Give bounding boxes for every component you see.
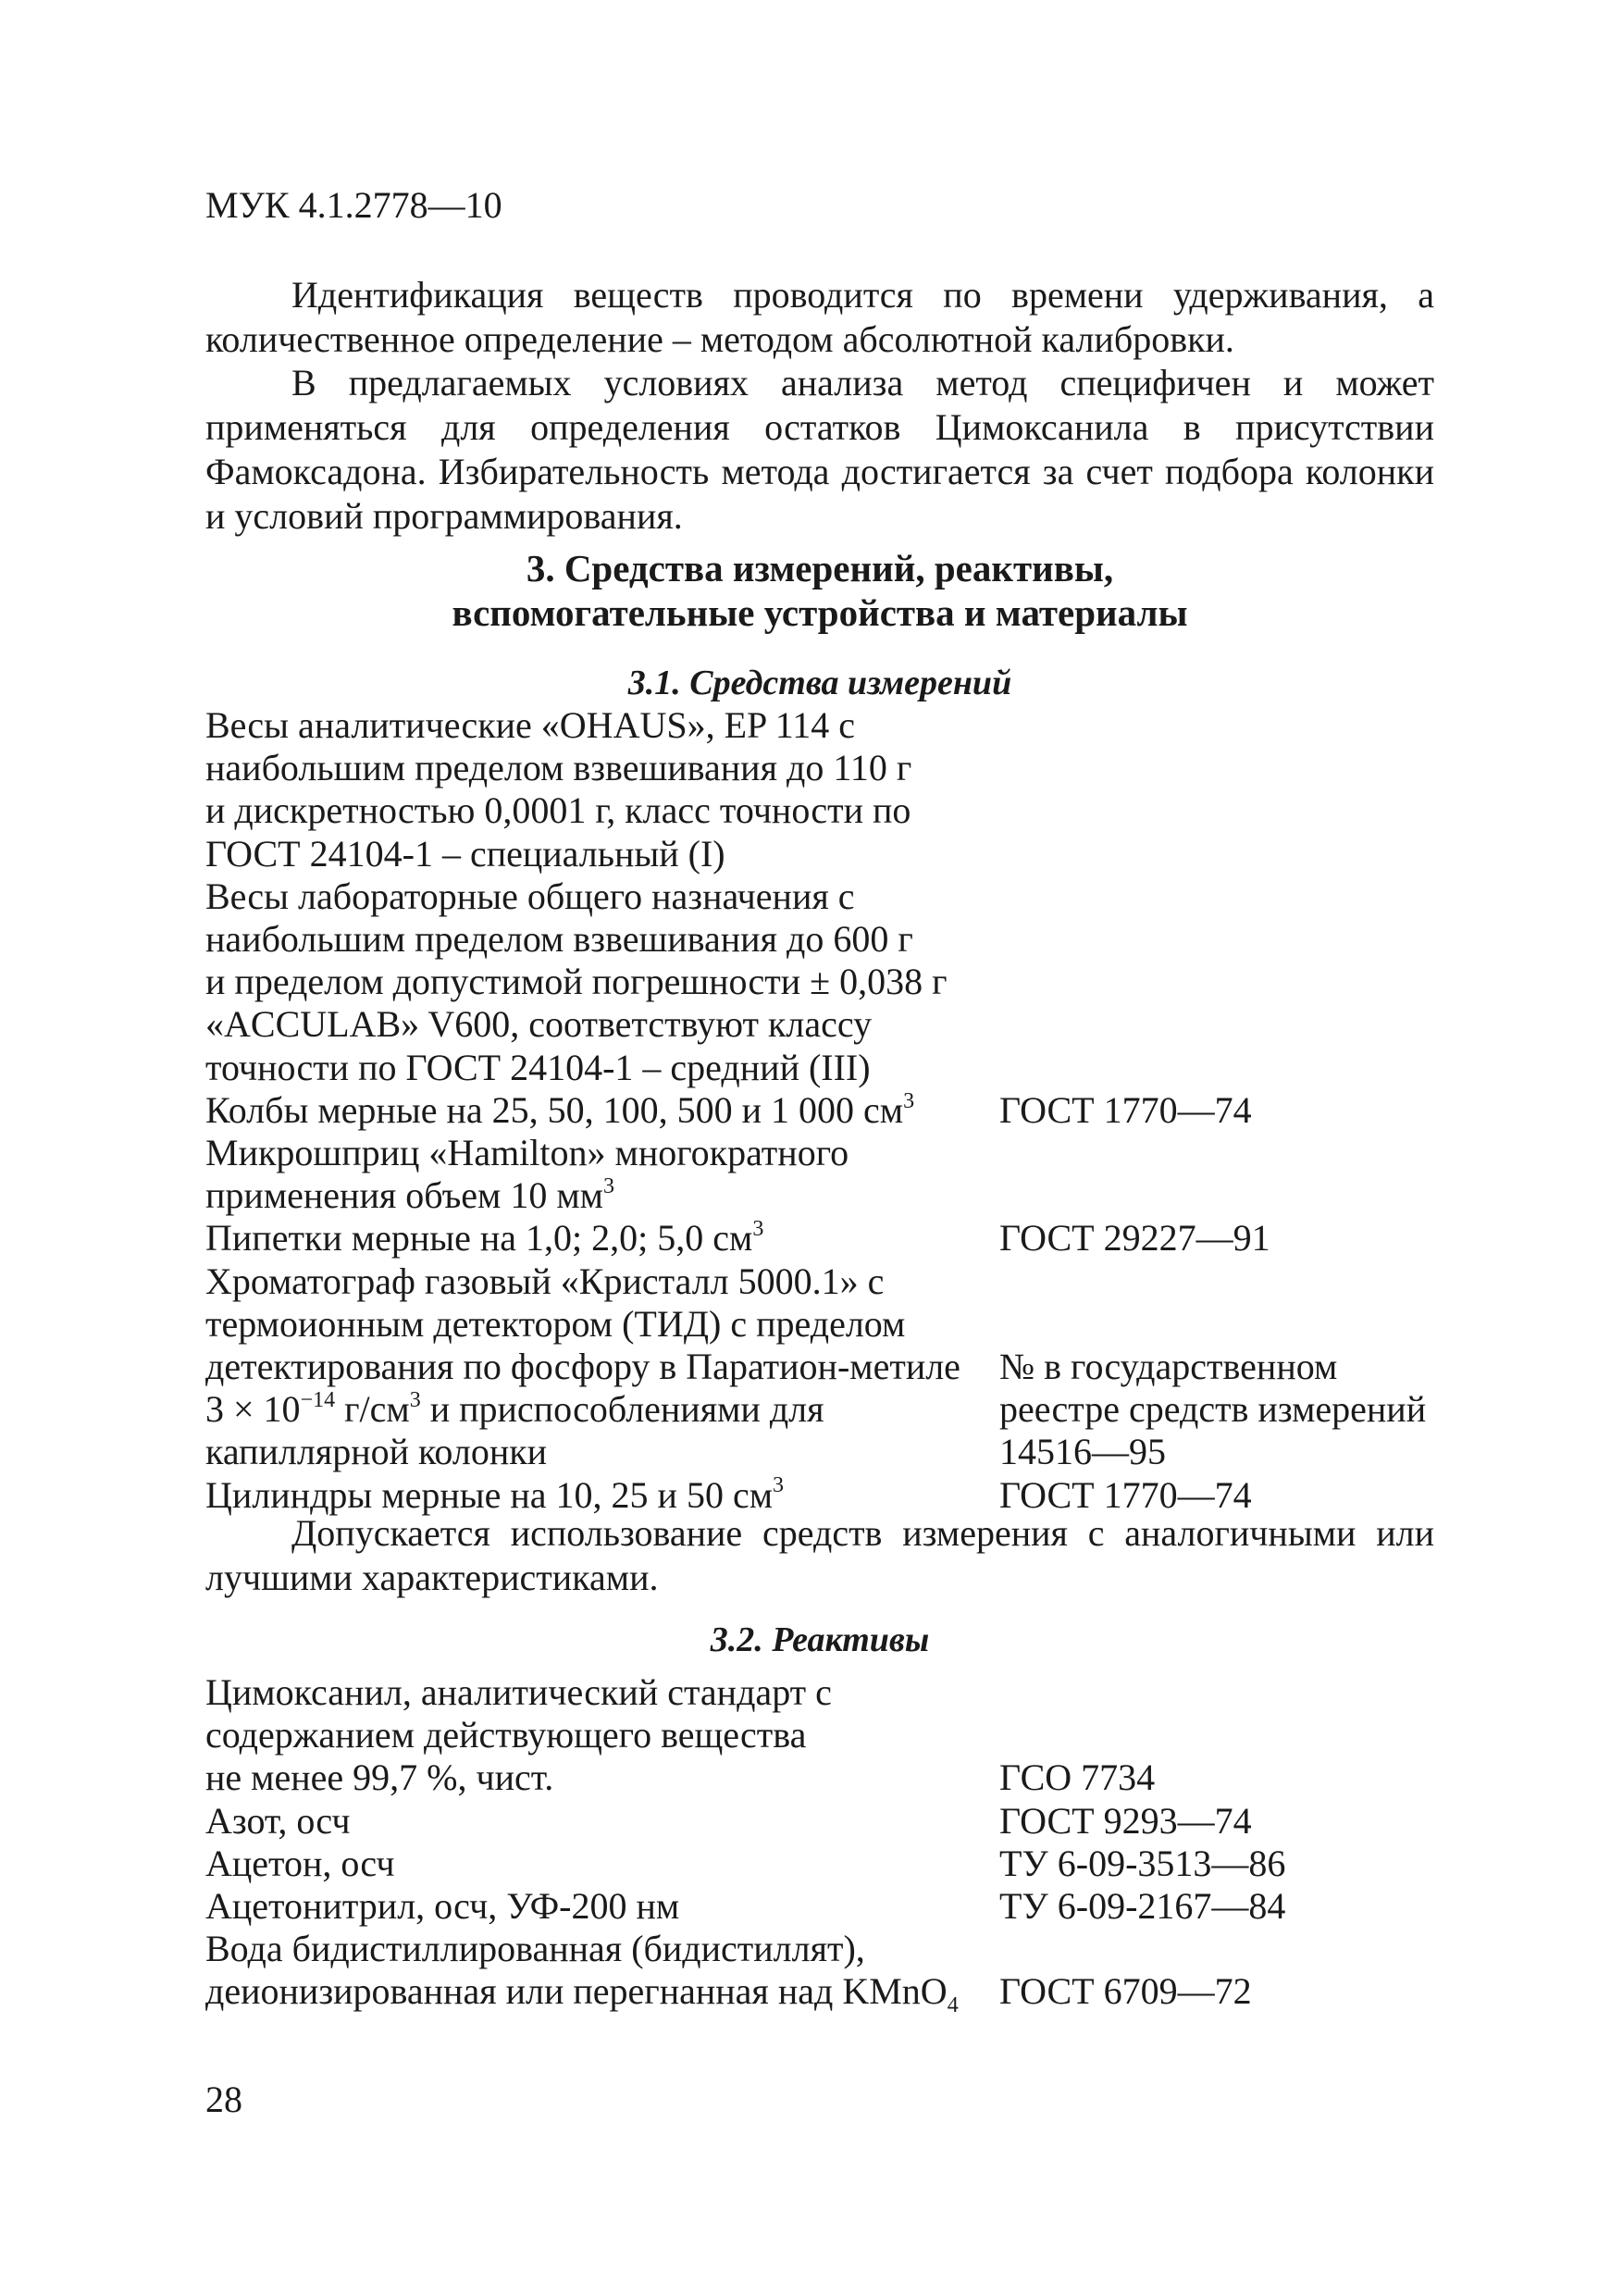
subsection-3-2-title: 3.2. Реактивы	[710, 1620, 930, 1659]
allowance-paragraph: Допускается использование средств измерения с аналогичными или лучшими характеристиками.	[205, 1512, 1434, 1598]
list-item: Колбы мерные на 25, 50, 100, 500 и 1 000 $см^3$ ГОСТ 1770—74	[205, 1088, 1252, 1131]
reagents-list	[205, 1671, 1455, 2018]
list-item: Микрошприц «Hamilton» многократного применения объем 10 $мм^3$	[205, 1132, 849, 1217]
list-item: Весы лабораторные общего назначения с наибольшим пределом взвешивания до 600 г и пределом допустимой погрешности ± 0,038 г «ACCULAB» V600, соответствуют классу точности по ГОСТ 24104-1 – средний (III)	[205, 875, 948, 1088]
subsection-3-1-title: 3.1. Средства измерений	[627, 664, 1012, 702]
section-3-title: 3. Средства измерений, реактивы, вспомогательные устройства и материалы	[452, 547, 1188, 634]
list-item: Пипетки мерные на 1,0; 2,0; 5,0 $см^3$ ГОСТ 29227—91	[205, 1217, 1270, 1260]
list-item: Весы аналитические «OHAUS», EP 114 с наибольшим пределом взвешивания до 110 г и дискретностью 0,0001 г, класс точности по ГОСТ 24104-1 – специальный (I)	[205, 704, 912, 875]
page-number: 28	[205, 2079, 242, 2120]
list-item: Хроматограф газовый «Кристалл 5000.1» с термоионным детектором (ТИД) с пределом детектирования по фосфору в Паратион-метиле $3 \times 10^{-14}$ $г/см^3$ и приспособлениями для капиллярной колонки № в государственном реестре средств измерений 14516—95	[205, 1260, 1427, 1473]
list-item: Ацетонитрил, осч, УФ-200 нм ТУ 6-09-2167—84	[205, 1885, 1286, 1928]
document-code: МУК 4.1.2778—10	[205, 184, 502, 226]
list-item: Вода бидистиллированная (бидистиллят), деионизированная или перегнанная над KMnO$_4$ ГОСТ 6709—72	[205, 1928, 1252, 2018]
list-item: Цимоксанил, аналитический стандарт с содержанием действующего вещества не менее 99,7 %, чист. ГСО 7734	[205, 1671, 1156, 1799]
instruments-list	[205, 704, 1455, 1517]
intro-paragraph-1: Идентификация веществ проводится по времени удерживания, а количественное определение – методом абсолютной калибровки.	[205, 274, 1434, 360]
intro-paragraph-2: В предлагаемых условиях анализа метод специфичен и может применяться для определения остатков Цимоксанила в присутствии Фамоксадона. Избирательность метода достигается за счет подбора колонки и условий программирования.	[205, 362, 1434, 537]
list-item: Ацетон, осч ТУ 6-09-3513—86	[205, 1842, 1286, 1884]
list-item: Азот, осч ГОСТ 9293—74	[205, 1799, 1252, 1842]
list-item: Цилиндры мерные на 10, 25 и 50 $см^3$ ГОСТ 1770—74	[205, 1473, 1252, 1516]
